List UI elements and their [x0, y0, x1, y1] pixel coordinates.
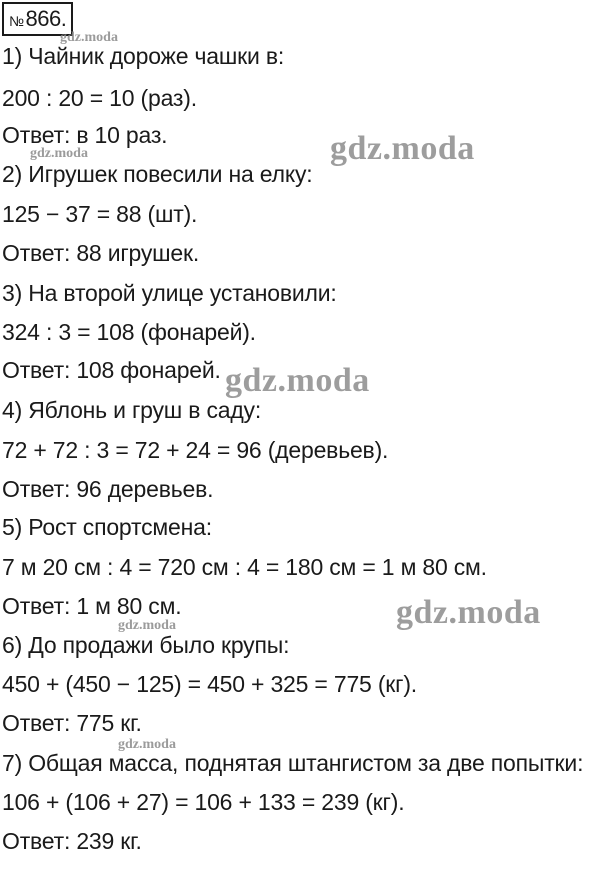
line-4-solution: 72 + 72 : 3 = 72 + 24 = 96 (деревьев). — [2, 437, 389, 463]
watermark-small: gdz.moda — [118, 618, 176, 633]
watermark-small: gdz.moda — [30, 146, 88, 161]
line-2-answer: Ответ: 88 игрушек. — [2, 240, 200, 266]
watermark-big: gdz.moda — [330, 130, 475, 167]
number-sign: № — [9, 13, 24, 29]
watermark-big: gdz.moda — [396, 594, 541, 631]
line-5-question: 5) Рост спортсмена: — [2, 514, 212, 540]
line-3-question: 3) На второй улице установили: — [2, 280, 337, 306]
line-1-question: 1) Чайник дороже чашки в: — [2, 43, 285, 69]
line-7-solution: 106 + (106 + 27) = 106 + 133 = 239 (кг). — [2, 789, 405, 815]
line-2-solution: 125 − 37 = 88 (шт). — [2, 201, 198, 227]
line-2-question: 2) Игрушек повесили на елку: — [2, 161, 313, 187]
watermark-small: gdz.moda — [118, 737, 176, 752]
line-4-answer: Ответ: 96 деревьев. — [2, 476, 214, 502]
line-4-question: 4) Яблонь и груш в саду: — [2, 397, 262, 423]
watermark-big: gdz.moda — [225, 362, 370, 399]
line-6-answer: Ответ: 775 кг. — [2, 710, 142, 736]
line-7-answer: Ответ: 239 кг. — [2, 828, 142, 854]
line-5-answer: Ответ: 1 м 80 см. — [2, 593, 182, 619]
line-1-answer: Ответ: в 10 раз. — [2, 122, 168, 148]
line-1-solution: 200 : 20 = 10 (раз). — [2, 85, 197, 111]
exercise-number-value: 866. — [25, 6, 67, 31]
line-3-solution: 324 : 3 = 108 (фонарей). — [2, 319, 256, 345]
line-6-question: 6) До продажи было крупы: — [2, 632, 290, 658]
line-3-answer: Ответ: 108 фонарей. — [2, 357, 221, 383]
line-5-solution: 7 м 20 см : 4 = 720 см : 4 = 180 см = 1 м 80 см. — [2, 554, 487, 580]
line-7-question: 7) Общая масса, поднятая штангистом за две попытки: — [2, 750, 584, 776]
watermark-small: gdz.moda — [60, 30, 118, 45]
line-6-solution: 450 + (450 − 125) = 450 + 325 = 775 (кг). — [2, 671, 417, 697]
